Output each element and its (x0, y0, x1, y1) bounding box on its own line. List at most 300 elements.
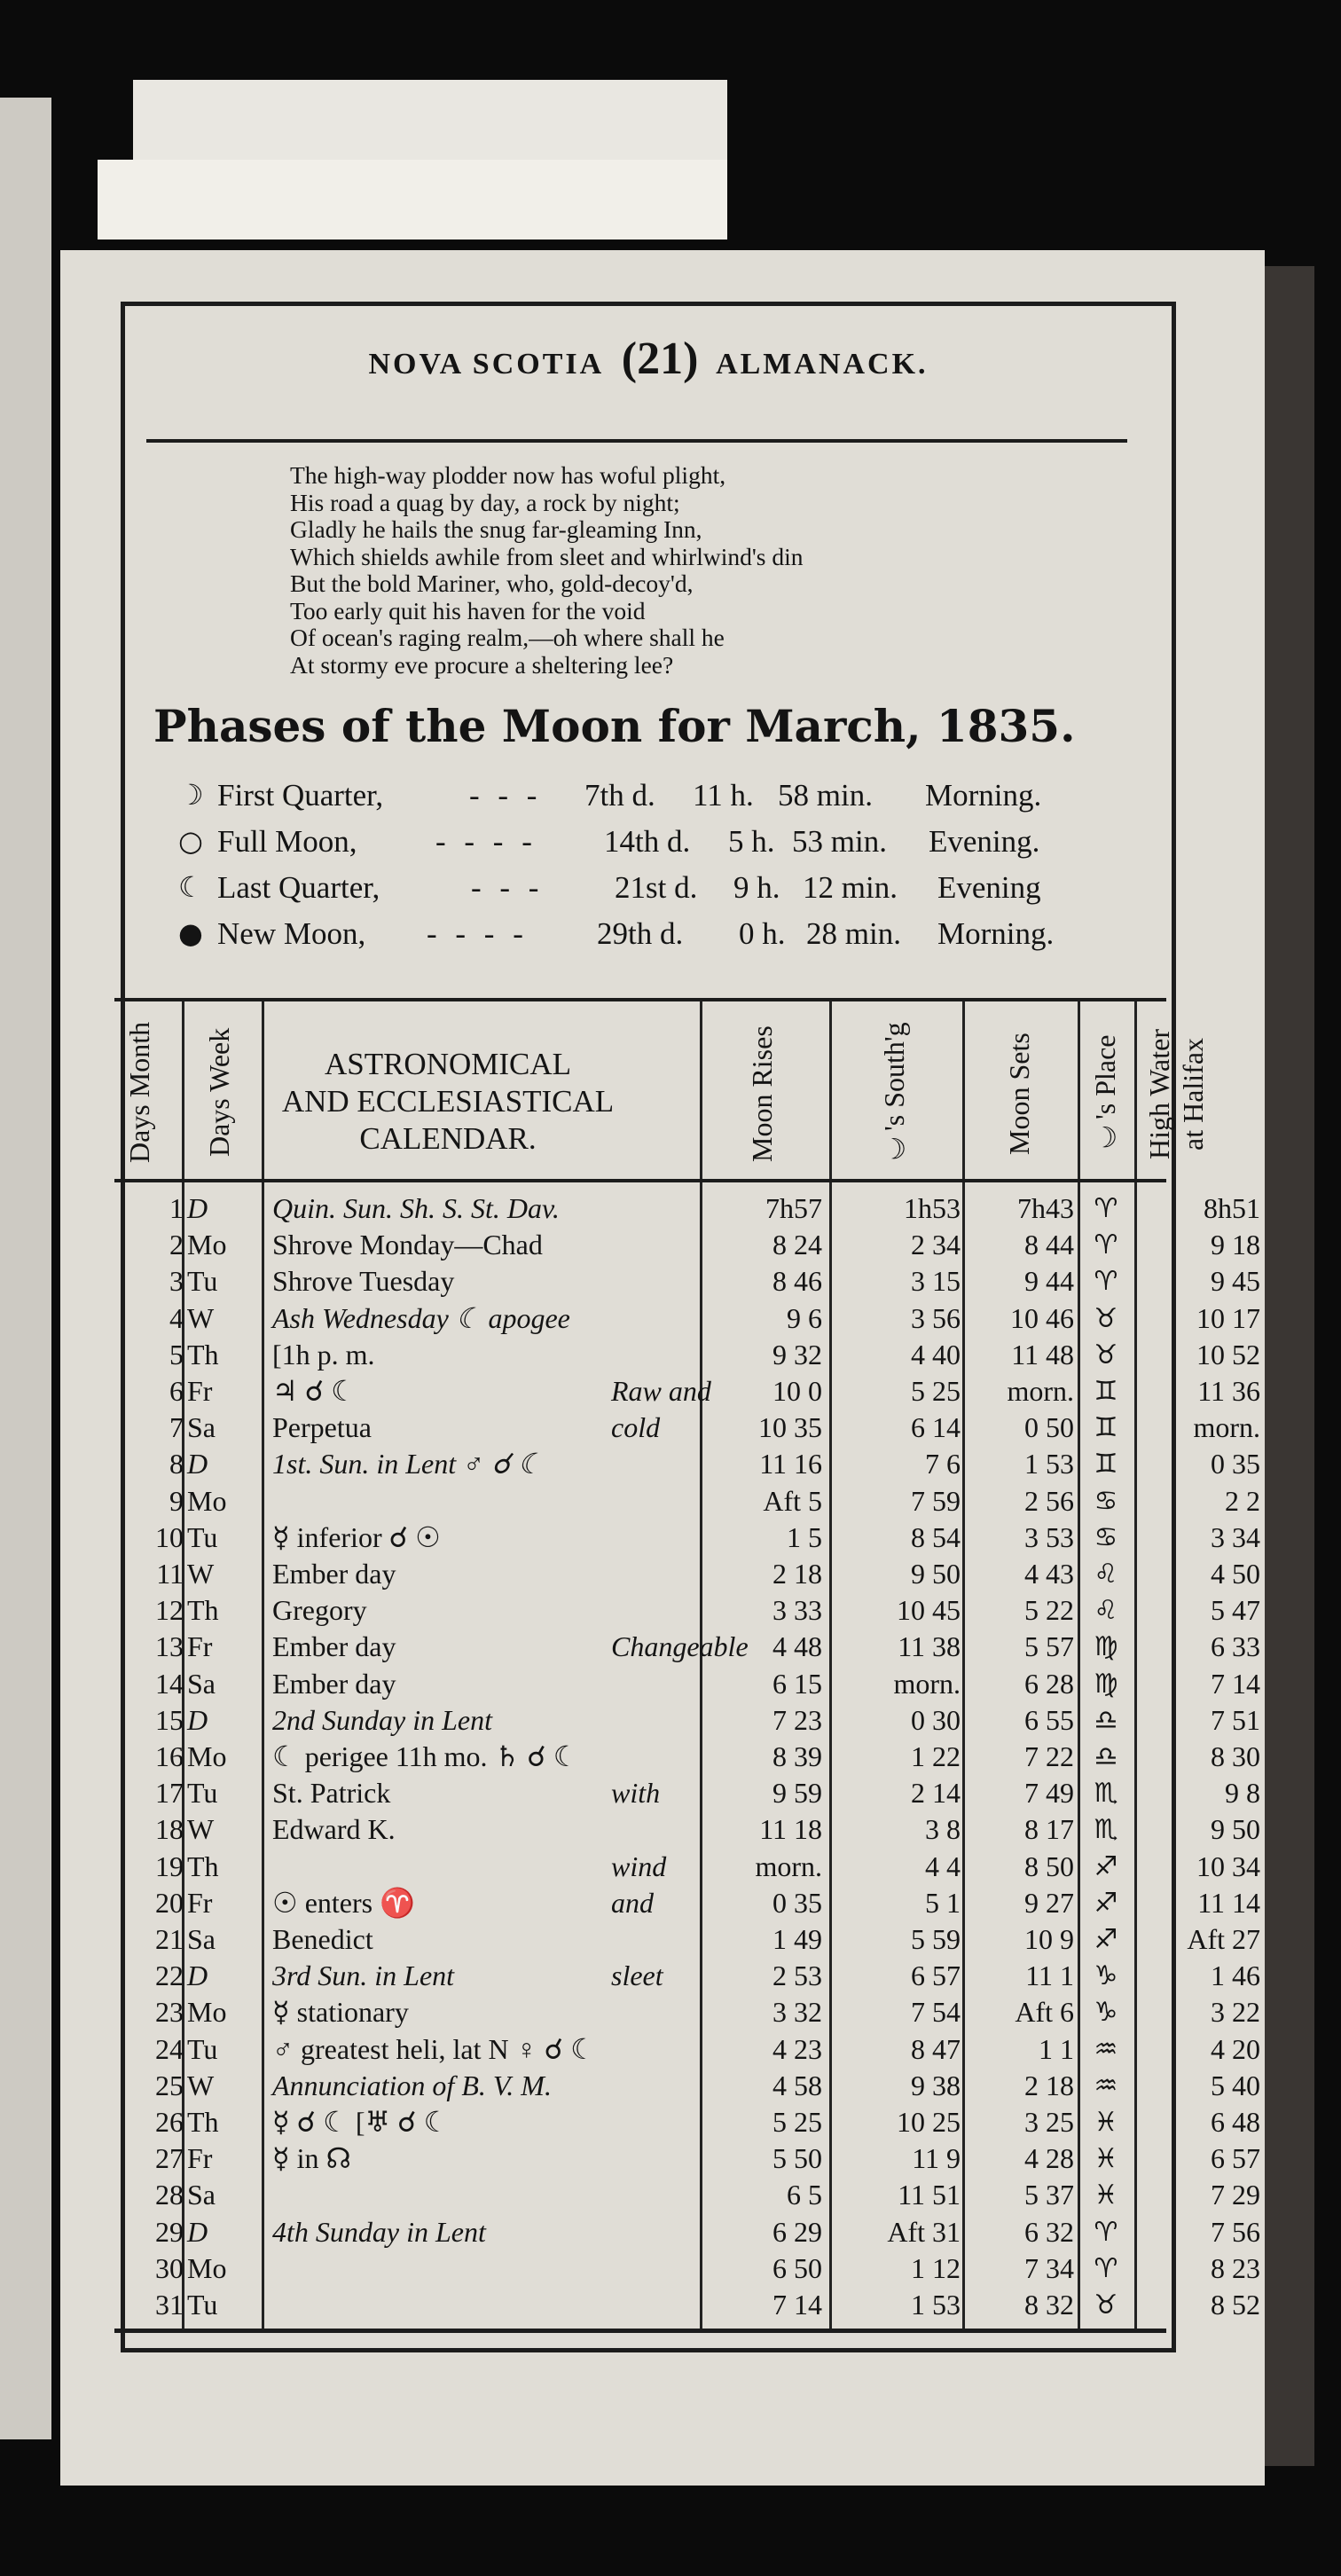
calendar-entry: ☿ in ☊ (272, 2142, 351, 2175)
high-water-value: morn. (1193, 1411, 1260, 1444)
moon-southing-value: 0 30 (911, 1703, 961, 1736)
phase-daypart: Morning. (925, 778, 1042, 813)
moon-place-sign: ♈ (1094, 2252, 1118, 2284)
moon-rises-value: 3 33 (772, 1594, 822, 1627)
moon-southing-value: 11 38 (898, 1630, 961, 1663)
high-water-value: 1 46 (1211, 1959, 1260, 1992)
moon-rises-value: 9 32 (772, 1338, 822, 1370)
day-of-month: 31 (155, 2289, 184, 2321)
phase-day: 7th d. (584, 778, 655, 813)
full-moon-icon: ○ (178, 824, 203, 858)
high-water-header-line: High Water (1143, 1028, 1175, 1159)
day-of-month: 29 (155, 2215, 184, 2248)
calendar-entry: ♃ ☌ ☾ (272, 1375, 357, 1407)
poem-line: Which shields awhile from sleet and whirlwind's din (290, 542, 804, 570)
calendar-entry: Gregory (272, 1594, 367, 1627)
moon-southing-value: 1h53 (904, 1192, 961, 1224)
high-water-value: 10 17 (1196, 1301, 1260, 1334)
high-water-value: 6 33 (1211, 1630, 1260, 1663)
moon-rises-value: 2 53 (772, 1959, 822, 1992)
moon-rises-value: 6 5 (787, 2179, 822, 2211)
day-of-week: W (187, 2069, 215, 2101)
phase-minutes: 12 min. (803, 870, 898, 905)
moon-southing-header: ☾'s South'g (878, 1022, 910, 1166)
moon-sets-value: 7 34 (1024, 2251, 1074, 2284)
calendar-entry: Shrove Tuesday (272, 1265, 455, 1298)
weather-note: and (611, 1886, 654, 1919)
day-of-week: D (187, 2215, 208, 2248)
moon-sets-value: 8 50 (1024, 1850, 1074, 1882)
moon-rises-value: 10 35 (758, 1411, 822, 1444)
day-of-month: 27 (155, 2142, 184, 2175)
moon-sets-value: Aft 6 (1015, 1996, 1074, 2029)
day-of-month: 9 (169, 1484, 184, 1517)
day-of-month: 23 (155, 1996, 184, 2029)
high-water-value: 4 20 (1211, 2032, 1260, 2065)
calendar-entry: Quin. Sun. Sh. S. St. Dav. (272, 1192, 560, 1224)
paper-slip (98, 160, 727, 240)
day-of-month: 24 (155, 2032, 184, 2065)
day-of-week: Sa (187, 1411, 216, 1444)
moon-rises-value: 8 39 (772, 1740, 822, 1772)
day-of-week: Mo (187, 1996, 227, 2029)
moon-rises-value: 8 46 (772, 1265, 822, 1298)
phase-daypart: Morning. (937, 916, 1055, 951)
header-rule (114, 1179, 1166, 1182)
day-of-week: Mo (187, 2251, 227, 2284)
table-row (114, 1701, 1260, 1740)
moon-place-sign: ♓ (1094, 2143, 1118, 2175)
moon-southing-value: morn. (893, 1667, 961, 1700)
moon-sets-value: 7h43 (1017, 1192, 1074, 1224)
moon-place-sign: ♍ (1094, 1631, 1118, 1663)
moon-southing-value: 7 6 (925, 1448, 961, 1480)
moon-sets-value: 11 48 (1011, 1338, 1074, 1370)
table-row (114, 1190, 1260, 1228)
table-row (114, 1409, 1260, 1447)
poem-line: Of ocean's raging realm,—oh where shall he (290, 624, 725, 651)
table-row (114, 2286, 1260, 2324)
high-water-value: 6 48 (1211, 2106, 1260, 2138)
moon-southing-value: 5 25 (911, 1375, 961, 1407)
table-row (114, 1665, 1260, 1703)
day-of-week: Tu (187, 2289, 218, 2321)
moon-rises-value: 7 23 (772, 1703, 822, 1736)
moon-southing-value: 5 59 (911, 1923, 961, 1955)
table-row (114, 1920, 1260, 1959)
calendar-entry: 3rd Sun. in Lent (272, 1959, 455, 1992)
moon-sets-value: 4 28 (1024, 2142, 1074, 2175)
day-of-week: Th (187, 1850, 219, 1882)
high-water-value: 7 29 (1211, 2179, 1260, 2211)
calendar-entry: 2nd Sunday in Lent (272, 1703, 492, 1736)
phase-dashes: - - - - (427, 916, 529, 951)
adjacent-page-edge (0, 98, 51, 2439)
moon-sets-value: 6 28 (1024, 1667, 1074, 1700)
paper-slip (133, 80, 727, 160)
day-of-month: 16 (155, 1740, 184, 1772)
calendar-entry: ☿ inferior ☌ ☉ (272, 1520, 441, 1553)
high-water-value: 0 35 (1211, 1448, 1260, 1480)
high-water-value: 4 50 (1211, 1558, 1260, 1590)
high-water-value: 5 40 (1211, 2069, 1260, 2101)
high-water-value: 9 50 (1211, 1813, 1260, 1846)
day-of-month: 17 (155, 1777, 184, 1810)
day-of-week: Th (187, 2106, 219, 2138)
table-row (114, 2176, 1260, 2214)
day-of-month: 4 (169, 1301, 184, 1334)
moon-place-sign: ♒ (1094, 2033, 1118, 2065)
poem-line: But the bold Mariner, who, gold-decoy'd, (290, 569, 694, 597)
phase-minutes: 28 min. (806, 916, 901, 951)
high-water-value: 6 57 (1211, 2142, 1260, 2175)
weather-note: cold (611, 1411, 661, 1444)
day-of-month: 15 (155, 1703, 184, 1736)
moon-sets-value: 3 25 (1024, 2106, 1074, 2138)
phase-daypart: Evening (937, 870, 1041, 905)
phase-hour: 0 h. (739, 916, 786, 951)
calendar-entry: ♂ greatest heli, lat N ♀ ☌ ☾ (272, 2032, 596, 2065)
day-of-week: Mo (187, 1740, 227, 1772)
day-of-month: 25 (155, 2069, 184, 2101)
table-row (114, 1848, 1260, 1886)
moon-southing-value: 9 38 (911, 2069, 961, 2101)
calendar-header-line: CALENDAR. (359, 1121, 537, 1156)
calendar-entry: Ember day (272, 1558, 396, 1590)
day-of-week: Fr (187, 1630, 213, 1663)
day-of-week: W (187, 1301, 215, 1334)
day-of-week: Fr (187, 1375, 213, 1407)
page-number: (21) (621, 334, 699, 384)
day-of-month: 10 (155, 1520, 184, 1553)
table-row (114, 2140, 1260, 2178)
high-water-value: 10 34 (1196, 1850, 1260, 1882)
phase-daypart: Evening. (929, 824, 1040, 859)
day-of-week: D (187, 1703, 208, 1736)
day-of-week: Sa (187, 1923, 216, 1955)
calendar-entry: Shrove Monday—Chad (272, 1229, 543, 1261)
phase-name: Last Quarter, (217, 870, 380, 905)
moon-southing-value: 7 59 (911, 1484, 961, 1517)
weather-note: Changeable (611, 1630, 749, 1663)
table-row (114, 1957, 1260, 1995)
poem-line: Gladly he hails the snug far-gleaming Inn, (290, 515, 702, 543)
day-of-week: D (187, 1959, 208, 1992)
moon-rises-value: 4 23 (772, 2032, 822, 2065)
header-right: ALMANACK. (716, 348, 929, 381)
day-of-week: Tu (187, 2032, 218, 2065)
moon-sets-value: 7 49 (1024, 1777, 1074, 1810)
last-quarter-icon: ☾ (178, 870, 204, 904)
moon-place-sign: ♉ (1094, 1339, 1118, 1370)
calendar-entry: ☾ perigee 11h mo. ♄ ☌ ☾ (272, 1740, 579, 1772)
high-water-value: 11 14 (1197, 1886, 1260, 1919)
moon-southing-value: 6 57 (911, 1959, 961, 1992)
phase-day: 14th d. (604, 824, 691, 859)
day-of-month: 22 (155, 1959, 184, 1992)
poem-line: The high-way plodder now has woful plight, (290, 461, 726, 489)
poem-line: His road a quag by day, a rock by night; (290, 488, 680, 516)
moon-rises-value: 0 35 (772, 1886, 822, 1919)
moon-sets-value: 9 27 (1024, 1886, 1074, 1919)
phase-hour: 9 h. (733, 870, 780, 905)
moon-southing-value: 7 54 (911, 1996, 961, 2029)
moon-place-header: ☾'s Place (1089, 1034, 1121, 1153)
day-of-week: Mo (187, 1484, 227, 1517)
moon-rises-value: morn. (755, 1850, 822, 1882)
moon-place-sign: ♑ (1094, 1997, 1118, 2029)
phase-hour: 11 h. (693, 778, 754, 813)
day-of-month: 14 (155, 1667, 184, 1700)
moon-place-sign: ♌ (1094, 1595, 1118, 1627)
day-of-month: 1 (169, 1192, 184, 1224)
moon-southing-value: 10 25 (897, 2106, 961, 2138)
weather-note: with (611, 1777, 661, 1810)
moon-place-sign: ♊ (1094, 1412, 1118, 1444)
moon-rises-value: 11 16 (759, 1448, 822, 1480)
moon-southing-value: Aft 31 (887, 2215, 961, 2248)
phase-day: 21st d. (615, 870, 698, 905)
day-of-week: Tu (187, 1265, 218, 1298)
moon-southing-value: 1 53 (911, 2289, 961, 2321)
moon-sets-header: Moon Sets (1003, 1033, 1035, 1155)
moon-place-sign: ♐ (1094, 1850, 1118, 1882)
first-quarter-icon: ☽ (178, 778, 204, 812)
high-water-value: 3 22 (1211, 1996, 1260, 2029)
moon-sets-value: 1 53 (1024, 1448, 1074, 1480)
high-water-value: 2 2 (1225, 1484, 1260, 1517)
high-water-value: 11 36 (1197, 1375, 1260, 1407)
phase-name: New Moon, (217, 916, 366, 951)
moon-southing-value: 1 22 (911, 1740, 961, 1772)
day-of-month: 26 (155, 2106, 184, 2138)
moon-sets-value: 2 56 (1024, 1484, 1074, 1517)
calendar-entry: [1h p. m. (272, 1338, 375, 1370)
moon-southing-value: 4 4 (925, 1850, 961, 1882)
table-row (114, 1738, 1260, 1776)
header-left: NOVA SCOTIA (368, 348, 603, 381)
day-of-month: 6 (169, 1375, 184, 1407)
moon-place-sign: ♎ (1094, 1741, 1118, 1772)
day-of-week: W (187, 1813, 215, 1846)
high-water-value: 7 51 (1211, 1703, 1260, 1736)
table-row (114, 1884, 1260, 1922)
table-row (114, 1591, 1260, 1630)
page-frame (121, 302, 1260, 2352)
moon-place-sign: ♎ (1094, 1704, 1118, 1736)
moon-sets-value: 2 18 (1024, 2069, 1074, 2101)
days-month-header: Days Month (123, 1021, 155, 1163)
moon-sets-value: 6 32 (1024, 2215, 1074, 2248)
poem-line: Too early quit his haven for the void (290, 596, 646, 624)
day-of-month: 3 (169, 1265, 184, 1298)
moon-rises-value: 7 14 (772, 2289, 822, 2321)
moon-rises-value: 7h57 (765, 1192, 822, 1224)
high-water-value: 9 45 (1211, 1265, 1260, 1298)
calendar-entry: Ember day (272, 1667, 396, 1700)
moon-sets-value: 10 9 (1024, 1923, 1074, 1955)
table-row (114, 2067, 1260, 2105)
new-moon-icon: ● (178, 916, 203, 950)
moon-rises-value: 1 5 (787, 1520, 822, 1553)
phase-hour: 5 h. (728, 824, 775, 859)
table-row (114, 1519, 1260, 1557)
moon-rises-value: 8 24 (772, 1229, 822, 1261)
moon-place-sign: ♈ (1094, 1266, 1118, 1298)
high-water-value: 9 18 (1211, 1229, 1260, 1261)
high-water-value: Aft 27 (1187, 1923, 1260, 1955)
moon-southing-value: 5 1 (925, 1886, 961, 1919)
moon-southing-value: 11 51 (898, 2179, 961, 2211)
day-of-month: 7 (169, 1411, 184, 1444)
moon-sets-value: 8 17 (1024, 1813, 1074, 1846)
weather-note: Raw and (611, 1375, 711, 1407)
moon-place-sign: ♊ (1094, 1376, 1118, 1407)
phase-dashes: - - - (471, 870, 545, 905)
day-of-month: 30 (155, 2251, 184, 2284)
calendar-entry: Ember day (272, 1630, 396, 1663)
day-of-week: Mo (187, 1229, 227, 1261)
table-row (114, 1300, 1260, 1338)
moon-rises-value: 9 59 (772, 1777, 822, 1810)
weather-note: sleet (611, 1959, 663, 1992)
high-water-value: 7 56 (1211, 2215, 1260, 2248)
moon-place-sign: ♈ (1094, 1193, 1118, 1224)
moon-rises-value: 9 6 (787, 1301, 822, 1334)
moon-rises-value: 3 32 (772, 1996, 822, 2029)
moon-rises-value: 6 50 (772, 2251, 822, 2284)
moon-sets-value: 1 1 (1039, 2032, 1074, 2065)
high-water-header (1143, 1016, 1176, 1172)
moon-rises-value: 6 29 (772, 2215, 822, 2248)
day-of-week: Fr (187, 2142, 213, 2175)
table-row (114, 1810, 1260, 1849)
moon-sets-value: 5 22 (1024, 1594, 1074, 1627)
moon-place-sign: ♋ (1094, 1521, 1118, 1553)
moon-southing-value: 11 9 (912, 2142, 961, 2175)
day-of-week: W (187, 1558, 215, 1590)
moon-rises-value: 1 49 (772, 1923, 822, 1955)
moon-southing-value: 2 14 (911, 1777, 961, 1810)
phases-title: Phases of the Moon for March, 1835. (153, 700, 1076, 752)
moon-place-sign: ♉ (1094, 2289, 1118, 2321)
calendar-entry: ☉ enters ♈ (272, 1886, 415, 1919)
day-of-month: 13 (155, 1630, 184, 1663)
table-row (114, 1262, 1260, 1300)
phase-day: 29th d. (597, 916, 684, 951)
moon-rises-value: 4 58 (772, 2069, 822, 2101)
high-water-value: 5 47 (1211, 1594, 1260, 1627)
calendar-entry: Ash Wednesday ☾ apogee (272, 1301, 570, 1334)
moon-place-sign: ♏ (1094, 1814, 1118, 1846)
day-of-month: 21 (155, 1923, 184, 1955)
header-rule (146, 439, 1127, 443)
moon-sets-value: 9 44 (1024, 1265, 1074, 1298)
moon-rises-value: 2 18 (772, 1558, 822, 1590)
day-of-month: 8 (169, 1448, 184, 1480)
phase-name: First Quarter, (217, 778, 384, 813)
moon-southing-value: 8 47 (911, 2032, 961, 2065)
table-row (114, 2030, 1260, 2069)
moon-southing-value: 6 14 (911, 1411, 961, 1444)
poem (290, 462, 804, 679)
high-water-value: 8 23 (1211, 2251, 1260, 2284)
moon-southing-value: 3 56 (911, 1301, 961, 1334)
calendar-entry: Benedict (272, 1923, 373, 1955)
calendar-header-line: AND ECCLESIASTICAL (281, 1084, 615, 1119)
high-water-value: 7 14 (1211, 1667, 1260, 1700)
high-water-value: 8 30 (1211, 1740, 1260, 1772)
moon-place-sign: ♉ (1094, 1302, 1118, 1334)
moon-southing-value: 3 15 (911, 1265, 961, 1298)
moon-rises-value: 5 25 (772, 2106, 822, 2138)
moon-rises-header: Moon Rises (746, 1025, 778, 1162)
day-of-week: Th (187, 1338, 219, 1370)
calendar-entry: Perpetua (272, 1411, 372, 1444)
moon-sets-value: 7 22 (1024, 1740, 1074, 1772)
calendar-header (262, 1046, 634, 1158)
moon-rises-value: Aft 5 (763, 1484, 822, 1517)
calendar-entry: ☿ stationary (272, 1996, 409, 2029)
day-of-week: D (187, 1448, 208, 1480)
calendar-header-line: ASTRONOMICAL (324, 1047, 572, 1081)
table-row (114, 1445, 1260, 1483)
moon-rises-value: 10 0 (772, 1375, 822, 1407)
day-of-week: Sa (187, 2179, 216, 2211)
high-water-value: 3 34 (1211, 1520, 1260, 1553)
calendar-entry: 4th Sunday in Lent (272, 2215, 486, 2248)
calendar-entry: 1st. Sun. in Lent ♂ ☌ ☾ (272, 1448, 544, 1480)
moon-place-sign: ♌ (1094, 1559, 1118, 1590)
moon-rises-value: 4 48 (772, 1630, 822, 1663)
table-row (114, 2103, 1260, 2141)
phase-dashes: - - - (469, 778, 543, 813)
almanac-page (60, 250, 1265, 2486)
moon-southing-value: 4 40 (911, 1338, 961, 1370)
table-row (114, 1226, 1260, 1264)
moon-place-sign: ♓ (1094, 2179, 1118, 2211)
moon-place-sign: ♈ (1094, 1229, 1118, 1261)
day-of-month: 20 (155, 1886, 184, 1919)
calendar-entry: St. Patrick (272, 1777, 391, 1810)
moon-southing-value: 8 54 (911, 1520, 961, 1553)
table-row (114, 1555, 1260, 1593)
moon-place-sign: ♑ (1094, 1960, 1118, 1992)
moon-southing-value: 10 45 (897, 1594, 961, 1627)
moon-place-sign: ♍ (1094, 1668, 1118, 1700)
moon-place-sign: ♓ (1094, 2107, 1118, 2138)
moon-sets-value: morn. (1007, 1375, 1074, 1407)
phase-minutes: 53 min. (792, 824, 887, 859)
high-water-header (1177, 1016, 1210, 1172)
moon-rises-value: 6 15 (772, 1667, 822, 1700)
moon-place-sign: ♐ (1094, 1924, 1118, 1955)
table-row (114, 2213, 1260, 2251)
moon-southing-value: 9 50 (911, 1558, 961, 1590)
table-row (114, 1628, 1260, 1666)
moon-southing-value: 3 8 (925, 1813, 961, 1846)
moon-rises-value: 11 18 (759, 1813, 822, 1846)
table-row (114, 1336, 1260, 1374)
day-of-month: 18 (155, 1813, 184, 1846)
days-week-header: Days Week (203, 1027, 235, 1157)
day-of-week: D (187, 1192, 208, 1224)
high-water-header-line: at Halifax (1177, 1037, 1209, 1151)
page-header (125, 333, 1172, 385)
day-of-month: 19 (155, 1850, 184, 1882)
calendar-entry: ☿ ☌ ☾ [♅ ☌ ☾ (272, 2106, 450, 2138)
moon-place-sign: ♒ (1094, 2069, 1118, 2101)
